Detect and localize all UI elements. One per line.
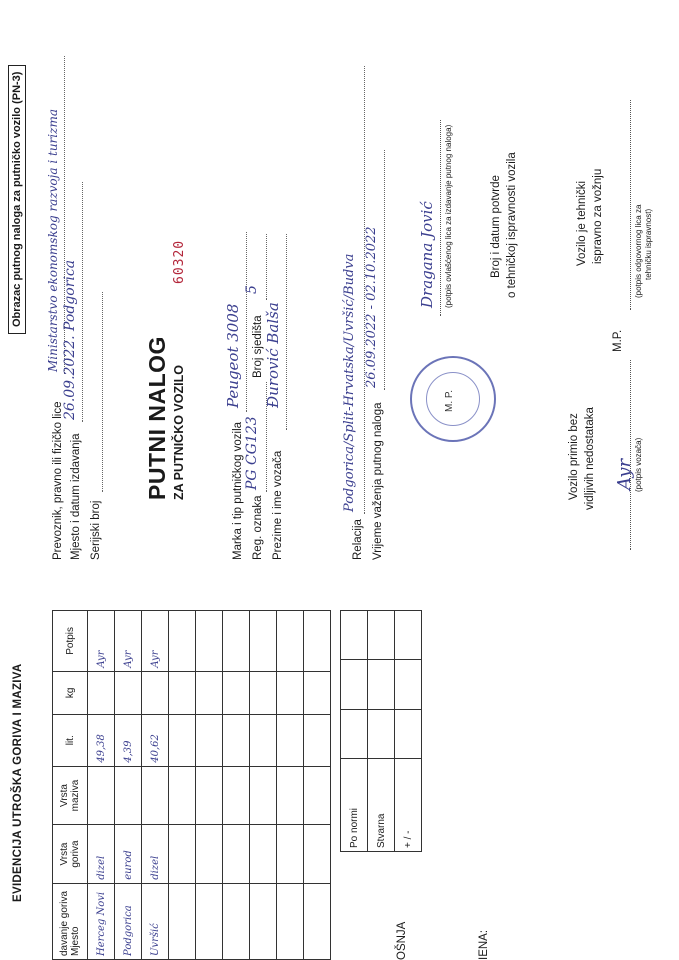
route-value: Podgorica/Split-Hrvatska/Uvršić/Budva bbox=[342, 253, 357, 512]
technical-caption-1: Broj i datum potvrde bbox=[490, 175, 502, 278]
cell-mazivo bbox=[115, 766, 142, 825]
official-stamp bbox=[410, 356, 496, 442]
driver-signature: Ayr bbox=[614, 458, 635, 490]
cell-lit: 49,38 bbox=[88, 714, 115, 766]
seat-value: 5 bbox=[244, 285, 260, 294]
summary-label: Stvarna bbox=[368, 759, 395, 852]
received-caption-2: vidljivih nedostataka bbox=[584, 407, 596, 510]
authorized-caption: (potpis ovlašćenog lica za izdavanje putnog naloga) bbox=[444, 124, 453, 308]
cell-kg bbox=[88, 671, 115, 714]
route-label: Relacija bbox=[352, 519, 364, 560]
cell-mjesto: Herceg Novi bbox=[88, 883, 115, 959]
form-code: Obrazac putnog naloga za putničko vozilo (PN-3) bbox=[8, 65, 26, 334]
table-row bbox=[115, 611, 142, 960]
carrier-label: Prevoznik, pravno ili fizičko lice bbox=[52, 401, 64, 560]
col-header: lit. bbox=[53, 714, 88, 766]
technical-caption-2: o tehničkoj ispravnosti vozila bbox=[506, 152, 518, 298]
table-row bbox=[196, 611, 223, 960]
vehicle-value: Peugeot 3008 bbox=[224, 303, 242, 408]
fuel-summary-table bbox=[340, 610, 422, 852]
cell-gorivo: dizel bbox=[88, 825, 115, 884]
validity-value: 26.09.2022 - 02.10.2022 bbox=[364, 226, 379, 388]
order-title: PUTNI NALOG bbox=[144, 336, 170, 500]
col-header: Potpis bbox=[53, 611, 88, 672]
col-header: Vrsta maziva bbox=[53, 766, 88, 825]
order-number: 60320 bbox=[172, 239, 187, 284]
driver-label: Prezime i ime vozača bbox=[272, 450, 284, 560]
col-header: davanje goriva Mjesto bbox=[53, 883, 88, 959]
tech-ok-1: Vozilo je tehnički bbox=[576, 180, 588, 266]
place-date-value: 26.09.2022. Podgorica bbox=[62, 259, 78, 420]
table-row bbox=[250, 611, 277, 960]
summary-label: Po normi bbox=[341, 759, 368, 852]
table-row bbox=[169, 611, 196, 960]
fuel-table bbox=[52, 610, 331, 960]
received-caption-1: Vozilo primio bez bbox=[568, 413, 580, 500]
responsible-caption-1: (potpis odgovornog lica za bbox=[634, 204, 643, 298]
stamp-mp: M. P. bbox=[444, 389, 455, 412]
cell-potpis: Ayr bbox=[115, 611, 142, 672]
cell-potpis: Ayr bbox=[142, 611, 169, 672]
responsible-caption-2: tehničku ispravnost) bbox=[644, 208, 653, 280]
validity-label: Vrijeme važenja putnog naloga bbox=[372, 402, 384, 560]
table-row bbox=[304, 611, 331, 960]
table-row bbox=[277, 611, 304, 960]
place-date-label: Mjesto i datum izdavanja bbox=[70, 433, 82, 560]
order-subtitle: ZA PUTNIČKO VOZILO bbox=[172, 365, 186, 500]
table-row bbox=[88, 611, 115, 960]
col-header: kg bbox=[53, 671, 88, 714]
driver-value: Đurović Balša bbox=[264, 302, 282, 408]
seat-label: Broj sjedišta bbox=[252, 315, 264, 378]
cell-mjesto: Uvršić bbox=[142, 883, 169, 959]
cell-lit: 4,39 bbox=[115, 714, 142, 766]
cell-mazivo bbox=[88, 766, 115, 825]
cell-potpis: Ayr bbox=[88, 611, 115, 672]
reg-label: Reg. oznaka bbox=[252, 495, 264, 560]
mp-label: M.P. bbox=[612, 329, 624, 352]
table-row bbox=[142, 611, 169, 960]
cell-lit: 40,62 bbox=[142, 714, 169, 766]
fuel-evidence-title: EVIDENCIJA UTROŠKA GORIVA I MAZIVA bbox=[12, 663, 24, 902]
cell-gorivo: eurod bbox=[115, 825, 142, 884]
reg-value: PG CG123 bbox=[244, 416, 260, 490]
tech-ok-2: ispravno za vožnju bbox=[592, 168, 604, 264]
col-header: Vrsta goriva bbox=[53, 825, 88, 884]
serial-label: Serijski broj bbox=[90, 500, 102, 560]
driver-sign-caption: (potpis vozača) bbox=[634, 437, 643, 492]
cell-gorivo: dizel bbox=[142, 825, 169, 884]
authorized-signature: Dragana Jović bbox=[418, 201, 436, 308]
cell-kg bbox=[142, 671, 169, 714]
table-row bbox=[223, 611, 250, 960]
cell-mazivo bbox=[142, 766, 169, 825]
left-label-2: IENA: bbox=[478, 929, 490, 960]
summary-label: + / - bbox=[395, 759, 422, 852]
cell-mjesto: Podgorica bbox=[115, 883, 142, 959]
cell-kg bbox=[115, 671, 142, 714]
left-label-1: OŠNJA bbox=[396, 921, 408, 960]
vehicle-label: Marka i tip putničkog vozila bbox=[232, 421, 244, 560]
carrier-value: Ministarstvo ekonomskog razvoja i turizma bbox=[46, 109, 60, 372]
